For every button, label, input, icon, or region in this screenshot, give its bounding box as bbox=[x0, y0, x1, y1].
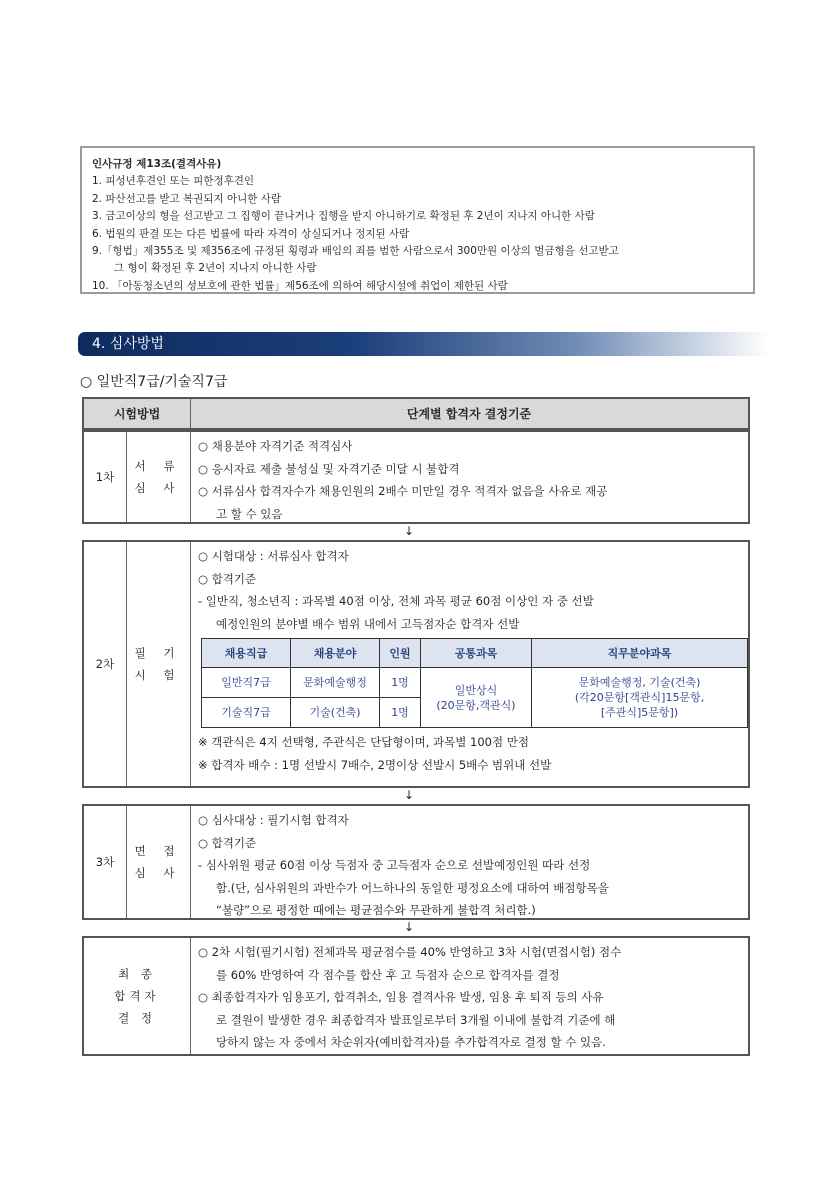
table-header-row bbox=[82, 397, 750, 430]
regulation-line: 그 형이 확정된 후 2년이 지나지 아니한 사람 bbox=[114, 262, 317, 275]
stage1-name-b: 심 사 bbox=[134, 481, 182, 495]
criteria-line: 예정인원의 분야별 배수 범위 내에서 고득점자순 합격자 선발 bbox=[216, 616, 520, 631]
inner-header-cell: 인원 bbox=[380, 639, 421, 668]
final-name-a: 최 종 bbox=[118, 967, 156, 981]
section-subtitle: ○ 일반직7급/기술직7급 bbox=[80, 374, 228, 390]
table-row bbox=[202, 668, 748, 698]
note-line: ※ 합격자 배수 : 1명 선발시 7배수, 2명이상 선발시 5배수 범위내 선발 bbox=[198, 757, 552, 772]
regulation-line: 9.「형법」제355조 및 제356조에 규정된 횡령과 배임의 죄를 범한 사람으로서 300만원 이상의 벌금형을 선고받고 bbox=[92, 245, 619, 258]
final-block bbox=[82, 936, 750, 1056]
stage2-name-b: 시 험 bbox=[134, 668, 182, 682]
inner-header-cell: 채용분야 bbox=[291, 639, 380, 668]
common-subject: 일반상식 bbox=[454, 683, 498, 697]
final-name bbox=[84, 938, 191, 1054]
stage1-criteria bbox=[190, 432, 748, 522]
down-arrow-icon: ↓ bbox=[404, 788, 415, 802]
stage1-block bbox=[82, 430, 750, 524]
table-cell: 기술(건축) bbox=[291, 698, 380, 728]
note-line: ※ 객관식은 4지 선택형, 주관식은 단답형이며, 과목별 100점 만점 bbox=[198, 735, 529, 749]
final-name-c: 결 정 bbox=[118, 1011, 156, 1025]
duty-subject-detail: [주관식]5문항]) bbox=[600, 706, 679, 719]
header-method: 시험방법 bbox=[84, 399, 191, 428]
regulation-box bbox=[80, 146, 755, 294]
section-header: 4. 심사방법 bbox=[78, 332, 768, 356]
regulation-line: 6. 법원의 판결 또는 다른 법률에 따라 자격이 상실되거나 정지된 사람 bbox=[92, 227, 410, 240]
inner-header-cell: 직무분야과목 bbox=[532, 639, 748, 668]
down-arrow-icon: ↓ bbox=[404, 524, 415, 538]
stage1-name-a: 서 류 bbox=[134, 459, 182, 473]
inner-header-row bbox=[202, 639, 748, 668]
stage2-number: 2차 bbox=[84, 542, 127, 786]
inner-header-cell: 공통과목 bbox=[421, 639, 532, 668]
regulation-line: 2. 파산선고를 받고 복권되지 아니한 사람 bbox=[92, 192, 281, 205]
criteria-line: ○ 서류심사 합격자수가 채용인원의 2배수 미만일 경우 적격자 없음을 사유로 재공 bbox=[198, 484, 608, 498]
criteria-line: 를 60% 반영하여 각 점수를 합산 후 고 득점자 순으로 합격자를 결정 bbox=[216, 967, 560, 982]
duty-subject-cell bbox=[532, 668, 748, 728]
criteria-line: - 일반직, 청소년직 : 과목별 40점 이상, 전체 과목 평균 60점 이상인 자 중 선발 bbox=[198, 594, 594, 608]
criteria-line: ○ 합격기준 bbox=[198, 835, 257, 850]
stage3-name bbox=[126, 806, 191, 918]
criteria-line: - 심사위원 평균 60점 이상 득점자 중 고득점자 순으로 선발예정인원 따라 선정 bbox=[198, 858, 591, 872]
stage2-name-a: 필 기 bbox=[134, 646, 182, 660]
criteria-line: ○ 최종합격자가 임용포기, 합격취소, 임용 결격사유 발생, 임용 후 퇴직 등의 사유 bbox=[198, 990, 604, 1004]
table-cell: 기술직7급 bbox=[202, 698, 291, 728]
table-cell: 문화예술행정 bbox=[291, 668, 380, 698]
regulation-line: 3. 금고이상의 형을 선고받고 그 집행이 끝나거나 집행을 받지 아니하기로 확정된 후 2년이 지나지 아니한 사람 bbox=[92, 210, 595, 223]
recruitment-table bbox=[201, 638, 748, 728]
criteria-line: 당하지 않는 자 중에서 차순위자(예비합격자)를 추가합격자로 결정 할 수 있음. bbox=[216, 1035, 606, 1049]
criteria-line: ○ 시험대상 : 서류심사 합격자 bbox=[198, 549, 349, 563]
stage3-name-b: 심 사 bbox=[134, 866, 182, 880]
duty-subject: 문화예술행정, 기술(건축) bbox=[578, 676, 701, 689]
common-subject-detail: (20문항,객관식) bbox=[436, 698, 516, 712]
common-subject-cell bbox=[421, 668, 532, 728]
criteria-line: ○ 심사대상 : 필기시험 합격자 bbox=[198, 813, 349, 827]
down-arrow-icon: ↓ bbox=[404, 920, 415, 934]
criteria-line: ○ 채용분야 자격기준 적격심사 bbox=[198, 439, 353, 453]
stage2-criteria bbox=[190, 542, 748, 786]
duty-subject-detail: (각20문항[객관식]15문항, bbox=[574, 691, 705, 704]
final-criteria bbox=[190, 938, 748, 1054]
stage3-name-a: 면 접 bbox=[134, 844, 182, 858]
stage2-name bbox=[126, 542, 191, 786]
stage2-block bbox=[82, 540, 750, 788]
table-cell: 일반직7급 bbox=[202, 668, 291, 698]
criteria-line: 로 결원이 발생한 경우 최종합격자 발표일로부터 3개월 이내에 불합격 기준에 해 bbox=[216, 1012, 616, 1027]
criteria-line: ○ 응시자료 제출 불성실 및 자격기준 미달 시 불합격 bbox=[198, 461, 460, 476]
header-criteria: 단계별 합격자 결정기준 bbox=[406, 407, 532, 421]
final-name-b: 합격자 bbox=[114, 989, 160, 1003]
criteria-line: 고 할 수 있음 bbox=[216, 506, 283, 521]
regulation-title: 인사규정 제13조(결격사유) bbox=[92, 158, 222, 170]
regulation-line: 1. 피성년후견인 또는 피한정후견인 bbox=[92, 175, 255, 188]
criteria-line: ○ 2차 시험(필기시험) 전체과목 평균점수를 40% 반영하고 3차 시험(면접시험) 점수 bbox=[198, 945, 622, 959]
stage3-number: 3차 bbox=[84, 806, 127, 918]
stage1-name bbox=[126, 432, 191, 522]
stage3-criteria bbox=[190, 806, 748, 918]
criteria-line: 함.(단, 심사위원의 과반수가 어느하나의 동일한 평정요소에 대하여 배점항목을 bbox=[216, 880, 609, 895]
table-cell: 1명 bbox=[380, 698, 421, 728]
inner-header-cell: 채용직급 bbox=[202, 639, 291, 668]
table-cell: 1명 bbox=[380, 668, 421, 698]
stage1-number: 1차 bbox=[84, 432, 127, 522]
criteria-line: “불량”으로 평정한 때에는 평균점수와 무관하게 불합격 처리함.) bbox=[216, 903, 536, 917]
criteria-line: ○ 합격기준 bbox=[198, 571, 257, 586]
regulation-line: 10. 「아동청소년의 성보호에 관한 법률」제56조에 의하여 해당시설에 취업이 제한된 사람 bbox=[92, 279, 508, 292]
stage3-block bbox=[82, 804, 750, 920]
